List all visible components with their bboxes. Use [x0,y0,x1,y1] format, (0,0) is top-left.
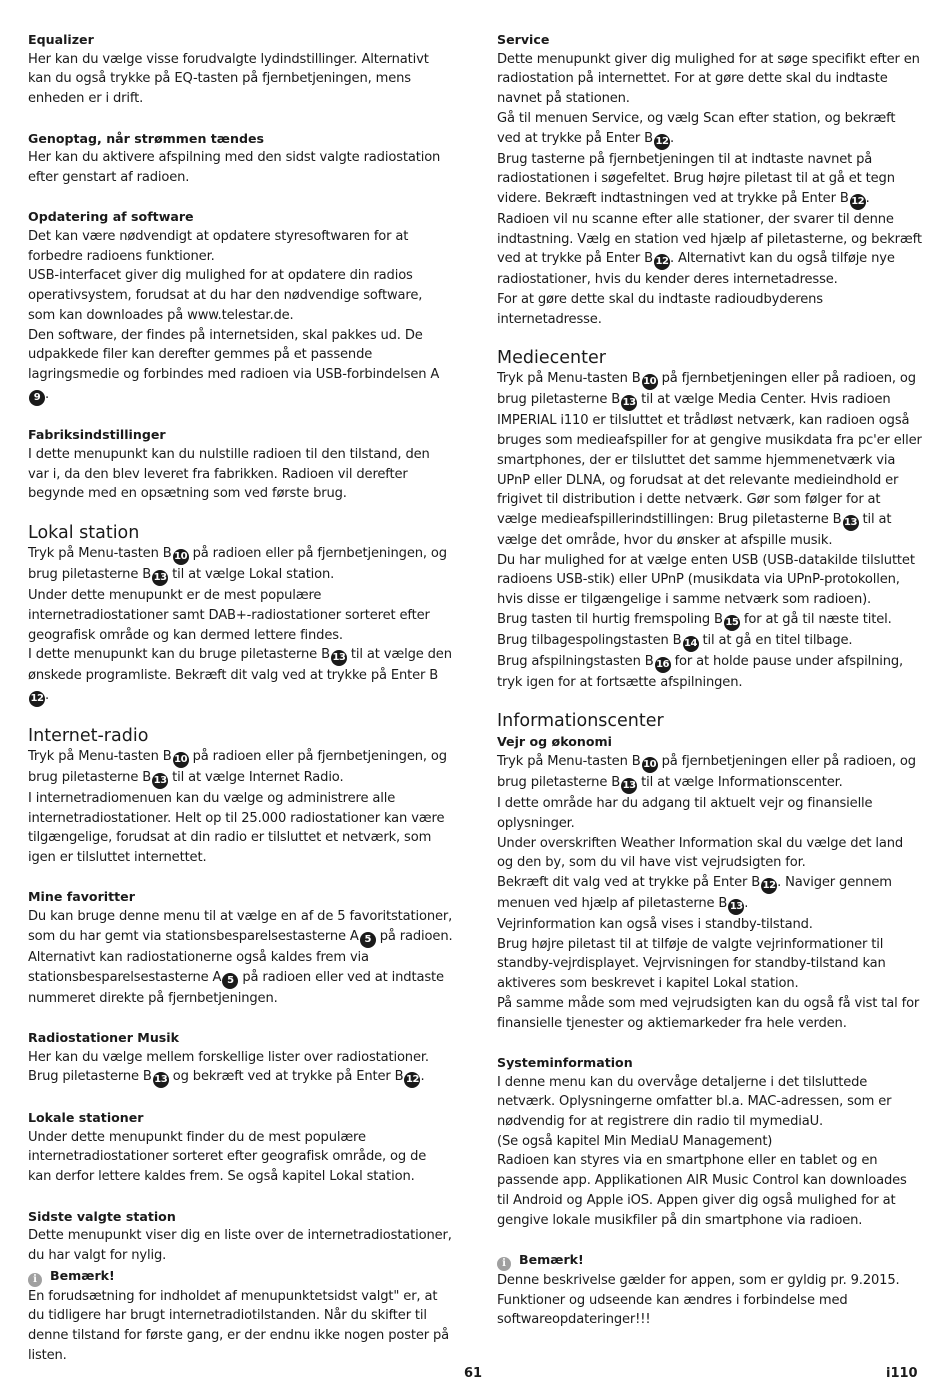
note-text: En forudsætning for indholdet af menupunktetsidst valgt" er, at du tidligere har brugt internetradiotilstanden. Når du skifter til denne tilstand for første gang, er der endnu ikke nogen poster på listen. [28,1288,450,1363]
media-center-text-1: Tryk på Menu-tasten B 10 på fjernbetjeningen eller på radioen, og brug piletasterne B 13 til at vælge Media Center. Hvis radioen IMPERIAL i110 er tilsluttet et trådløst netværk, kan radioen også bruges som medieafspiller for at gengive musikdata fra pc'er eller smartphones, der er tilsluttet det samme hjemmenetværk via UPnP eller DLNA, og forudsat at det relevante medieindhold er frigivet til distribution i dette netværk. Gør som følger for at vælge medieafspillerindstillingen: Brug piletasterne B 13 til at vælge det område, hvor du ønsker at afspille musik. [497,371,922,548]
key-badge-12: 12 [29,691,45,707]
weather-text-5: Vejrinformation kan også vises i standby-tilstand. [497,916,813,932]
media-center-text-2: Du har mulighed for at vælge enten USB (USB-datakilde tilsluttet radioens USB-stik) eller UPnP (musikdata via UPnP-protokollen, hvis disse er tilgængelige i samme netværk som radioen). [497,552,915,608]
local-station-text-3: I dette menupunkt kan du bruge piletasterne B 13 til at vælge den ønskede programliste. Bekræft dit valg ved at trykke på Enter B12 . [28,645,453,707]
software-update-text-2: USB-interfacet giver dig mulighed for at opdatere din radios operativsystem, forudsat at du har den nødvendige software, som kan downloades på www.telestar.de. [28,268,423,323]
factory-reset-text: I dette menupunkt kan du nulstille radioen til den tilstand, den var i, da den blev leveret fra fabrikken. Radioen vil derefter begynde med en opsætning som ved første brug. [28,447,430,502]
key-badge-5: 5 [222,973,238,989]
software-update-heading: Opdatering af software [28,209,194,225]
note-text: Denne beskrivelse gælder for appen, som er gyldig pr. 9.2015. Funktioner og udseende kan ændres i forbindelse med softwareopdateringer!!! [497,1272,900,1328]
key-badge-13: 13 [331,650,347,666]
service-text-4: Radioen vil nu scanne efter alle stationer, der svarer til denne indtastning. Vælg en station ved hjælp af piletasterne, og bekræft ved at trykke på Enter B 12 . Alternativt kan du også tilføje nye radiostationer, hvis du kender deres internetadresse. [497,211,922,288]
weather-text-7: På samme måde som med vejrudsigten kan du også få vist tal for finansielle tjenester og aktiemarkeder fra hele verden. [497,995,920,1031]
weather-text-1: Tryk på Menu-tasten B 10 på fjernbetjeningen eller på radioen, og brug piletasterne B 13 til at vælge Informationscenter. [497,752,922,794]
model-name: i110 [886,1366,918,1381]
music-stations-text: Her kan du vælge mellem forskellige lister over radiostationer. Brug piletasterne B 13 og bekræft ved at trykke på Enter B 12 . [28,1048,453,1089]
media-center-text-4: Brug afspilningstasten B 16 for at holde pause under afspilning, tryk igen for at fortsætte afspilningen. [497,653,904,690]
system-info-text-1: I denne menu kan du overvåge detaljerne i det tilsluttede netværk. Oplysningerne omfatter bl.a. MAC-adressen, som er nødvendig for at registrere din radio til mymediaU. [497,1074,892,1129]
info-icon: i [28,1273,42,1287]
information-center-heading: Informationscenter [497,711,664,732]
right-column [497,30,922,1330]
media-center-text-3: Brug tasten til hurtig fremspoling B 15 for at gå til næste titel. Brug tilbagespolingstasten B 14 til at gå en titel tilbage. [497,610,922,652]
software-update-text-1: Det kan være nødvendigt at opdatere styresoftwaren for at forbedre radioens funktioner. [28,229,409,264]
key-badge-12: 12 [654,134,670,150]
local-station-heading: Lokal station [28,523,140,544]
last-station-text: Dette menupunkt viser dig en liste over de internetradiostationer, du har valgt for nylig. [28,1228,452,1263]
service-heading: Service [497,32,550,47]
internet-radio-text-1: Tryk på Menu-tasten B 10 på radioen eller på fjernbetjeningen, og brug piletasterne B 13 til at vælge Internet Radio. [28,747,453,789]
info-icon: i [497,1257,511,1271]
key-badge-12: 12 [654,254,670,270]
key-badge-12: 12 [761,878,777,894]
favorites-heading: Mine favoritter [28,889,135,905]
music-stations-heading: Radiostationer Musik [28,1029,179,1045]
last-station-heading: Sidste valgte station [28,1208,176,1224]
note-label: i Bemærk! [497,1250,922,1271]
media-center-heading: Mediecenter [497,348,606,369]
weather-text-3: Under overskriften Weather Information skal du vælge det land og den by, som du vil have vist vejrudsigten for. [497,835,904,871]
service-text-1: Dette menupunkt giver dig mulighed for at søge specifikt efter en radiostation på internettet. For at gøre dette skal du indtaste navnet på stationen. [497,51,920,107]
factory-reset-heading: Fabriksindstillinger [28,427,166,443]
service-text-5: For at gøre dette skal du indtaste radioudbyderens internetadresse. [497,292,823,327]
key-badge-10: 10 [642,374,658,390]
key-badge-10: 10 [173,549,189,565]
weather-text-4: Bekræft dit valg ved at trykke på Enter B 12 . Naviger gennem menuen ved hjælp af piletasterne B 13 . [497,873,922,915]
weather-text-2: I dette område har du adgang til aktuelt vejr og finansielle oplysninger. [497,796,873,831]
key-badge-9: 9 [29,390,45,406]
favorites-text: Du kan bruge denne menu til at vælge en af de 5 favoritstationer, som du har gemt via stationsbesparelsestasterne A 5 på radioen. Alternativt kan radiostationerne også kaldes frem via stationsbesparelsestasterne A 5 på radioen eller ved at indtaste nummeret direkte på fjernbetjeningen. [28,909,453,1006]
key-badge-10: 10 [173,752,189,768]
equalizer-heading: Equalizer [28,32,94,47]
key-badge-13: 13 [152,570,168,586]
key-badge-5: 5 [360,932,376,948]
key-badge-15: 15 [724,615,740,631]
internet-radio-heading: Internet-radio [28,725,149,746]
equalizer-text: Her kan du vælge visse forudvalgte lydindstillinger. Alternativt kan du også trykke på EQ-tasten på fjernbetjeningen, mens enheden er i drift. [28,51,429,107]
resume-text: Her kan du aktivere afspilning med den sidst valgte radiostation efter genstart af radioen. [28,150,441,185]
key-badge-13: 13 [621,395,637,411]
weather-text-6: Brug højre piletast til at tilføje de valgte vejrinformationer til standby-vejrdisplayet. Vejrvisningen for standby-tilstand kan aktiveres som beskrevet i kapitel Lokal station. [497,936,886,992]
key-badge-13: 13 [621,778,637,794]
resume-heading: Genoptag, når strømmen tændes [28,130,265,146]
system-info-text-3: Radioen kan styres via en smartphone eller en tablet og en passende app. Applikationen AIR Music Control kan downloades til Android og Apple iOS. Appen giver dig også mulighed for at gengive lokale musikfiler på din smartphone via radioen. [497,1153,907,1228]
system-info-heading: Systeminformation [497,1054,633,1070]
key-badge-14: 14 [683,636,699,652]
key-badge-10: 10 [642,757,658,773]
note-label: i Bemærk! [28,1266,453,1287]
local-station-text-1: Tryk på Menu-tasten B 10 på radioen eller på fjernbetjeningen, og brug piletasterne B 13 til at vælge Lokal station. [28,544,453,586]
software-update-text-3: Den software, der findes på internetsiden, skal pakkes ud. De udpakkede filer kan derefter gemmes på et passende lagringsmedie og forbindes med radioen via USB-forbindelsen A9 . [28,326,453,406]
left-column [28,30,453,1365]
internet-radio-text-2: I internetradiomenuen kan du vælge og administrere alle internetradiostationer. Helt op til 25.000 radiostationer kan være tilgængelige, forudsat at din radio er tilsluttet et netværk, som igen er tilsluttet internettet. [28,790,445,866]
key-badge-12: 12 [404,1072,420,1088]
key-badge-13: 13 [153,1072,169,1088]
key-badge-13: 13 [152,773,168,789]
local-stations-heading: Lokale stationer [28,1110,144,1126]
key-badge-13: 13 [728,899,744,915]
page-number: 61 [464,1366,483,1381]
key-badge-12: 12 [850,194,866,210]
key-badge-16: 16 [655,657,671,673]
local-stations-text: Under dette menupunkt finder du de mest populære internetradiostationer sorteret efter geografisk område, og de kan derfor lettere kaldes frem. Se også kapitel Lokal station. [28,1129,427,1185]
weather-heading: Vejr og økonomi [497,734,612,750]
key-badge-13: 13 [843,515,859,531]
service-text-2: Gå til menuen Service, og vælg Scan efter station, og bekræft ved at trykke på Enter B 12 . [497,109,922,150]
system-info-text-2: (Se også kapitel Min MediaU Management) [497,1133,773,1149]
service-text-3: Brug tasterne på fjernbetjeningen til at indtaste navnet på radiostationen i søgefeltet. Brug højre piletast til at gå et tegn videre. Bekræft indtastningen ved at trykke på Enter B 12 . [497,150,922,210]
local-station-text-2: Under dette menupunkt er de mest populære internetradiostationer samt DAB+-radiostationer sorteret efter geografisk område og kan dermed lettere findes. [28,588,430,643]
